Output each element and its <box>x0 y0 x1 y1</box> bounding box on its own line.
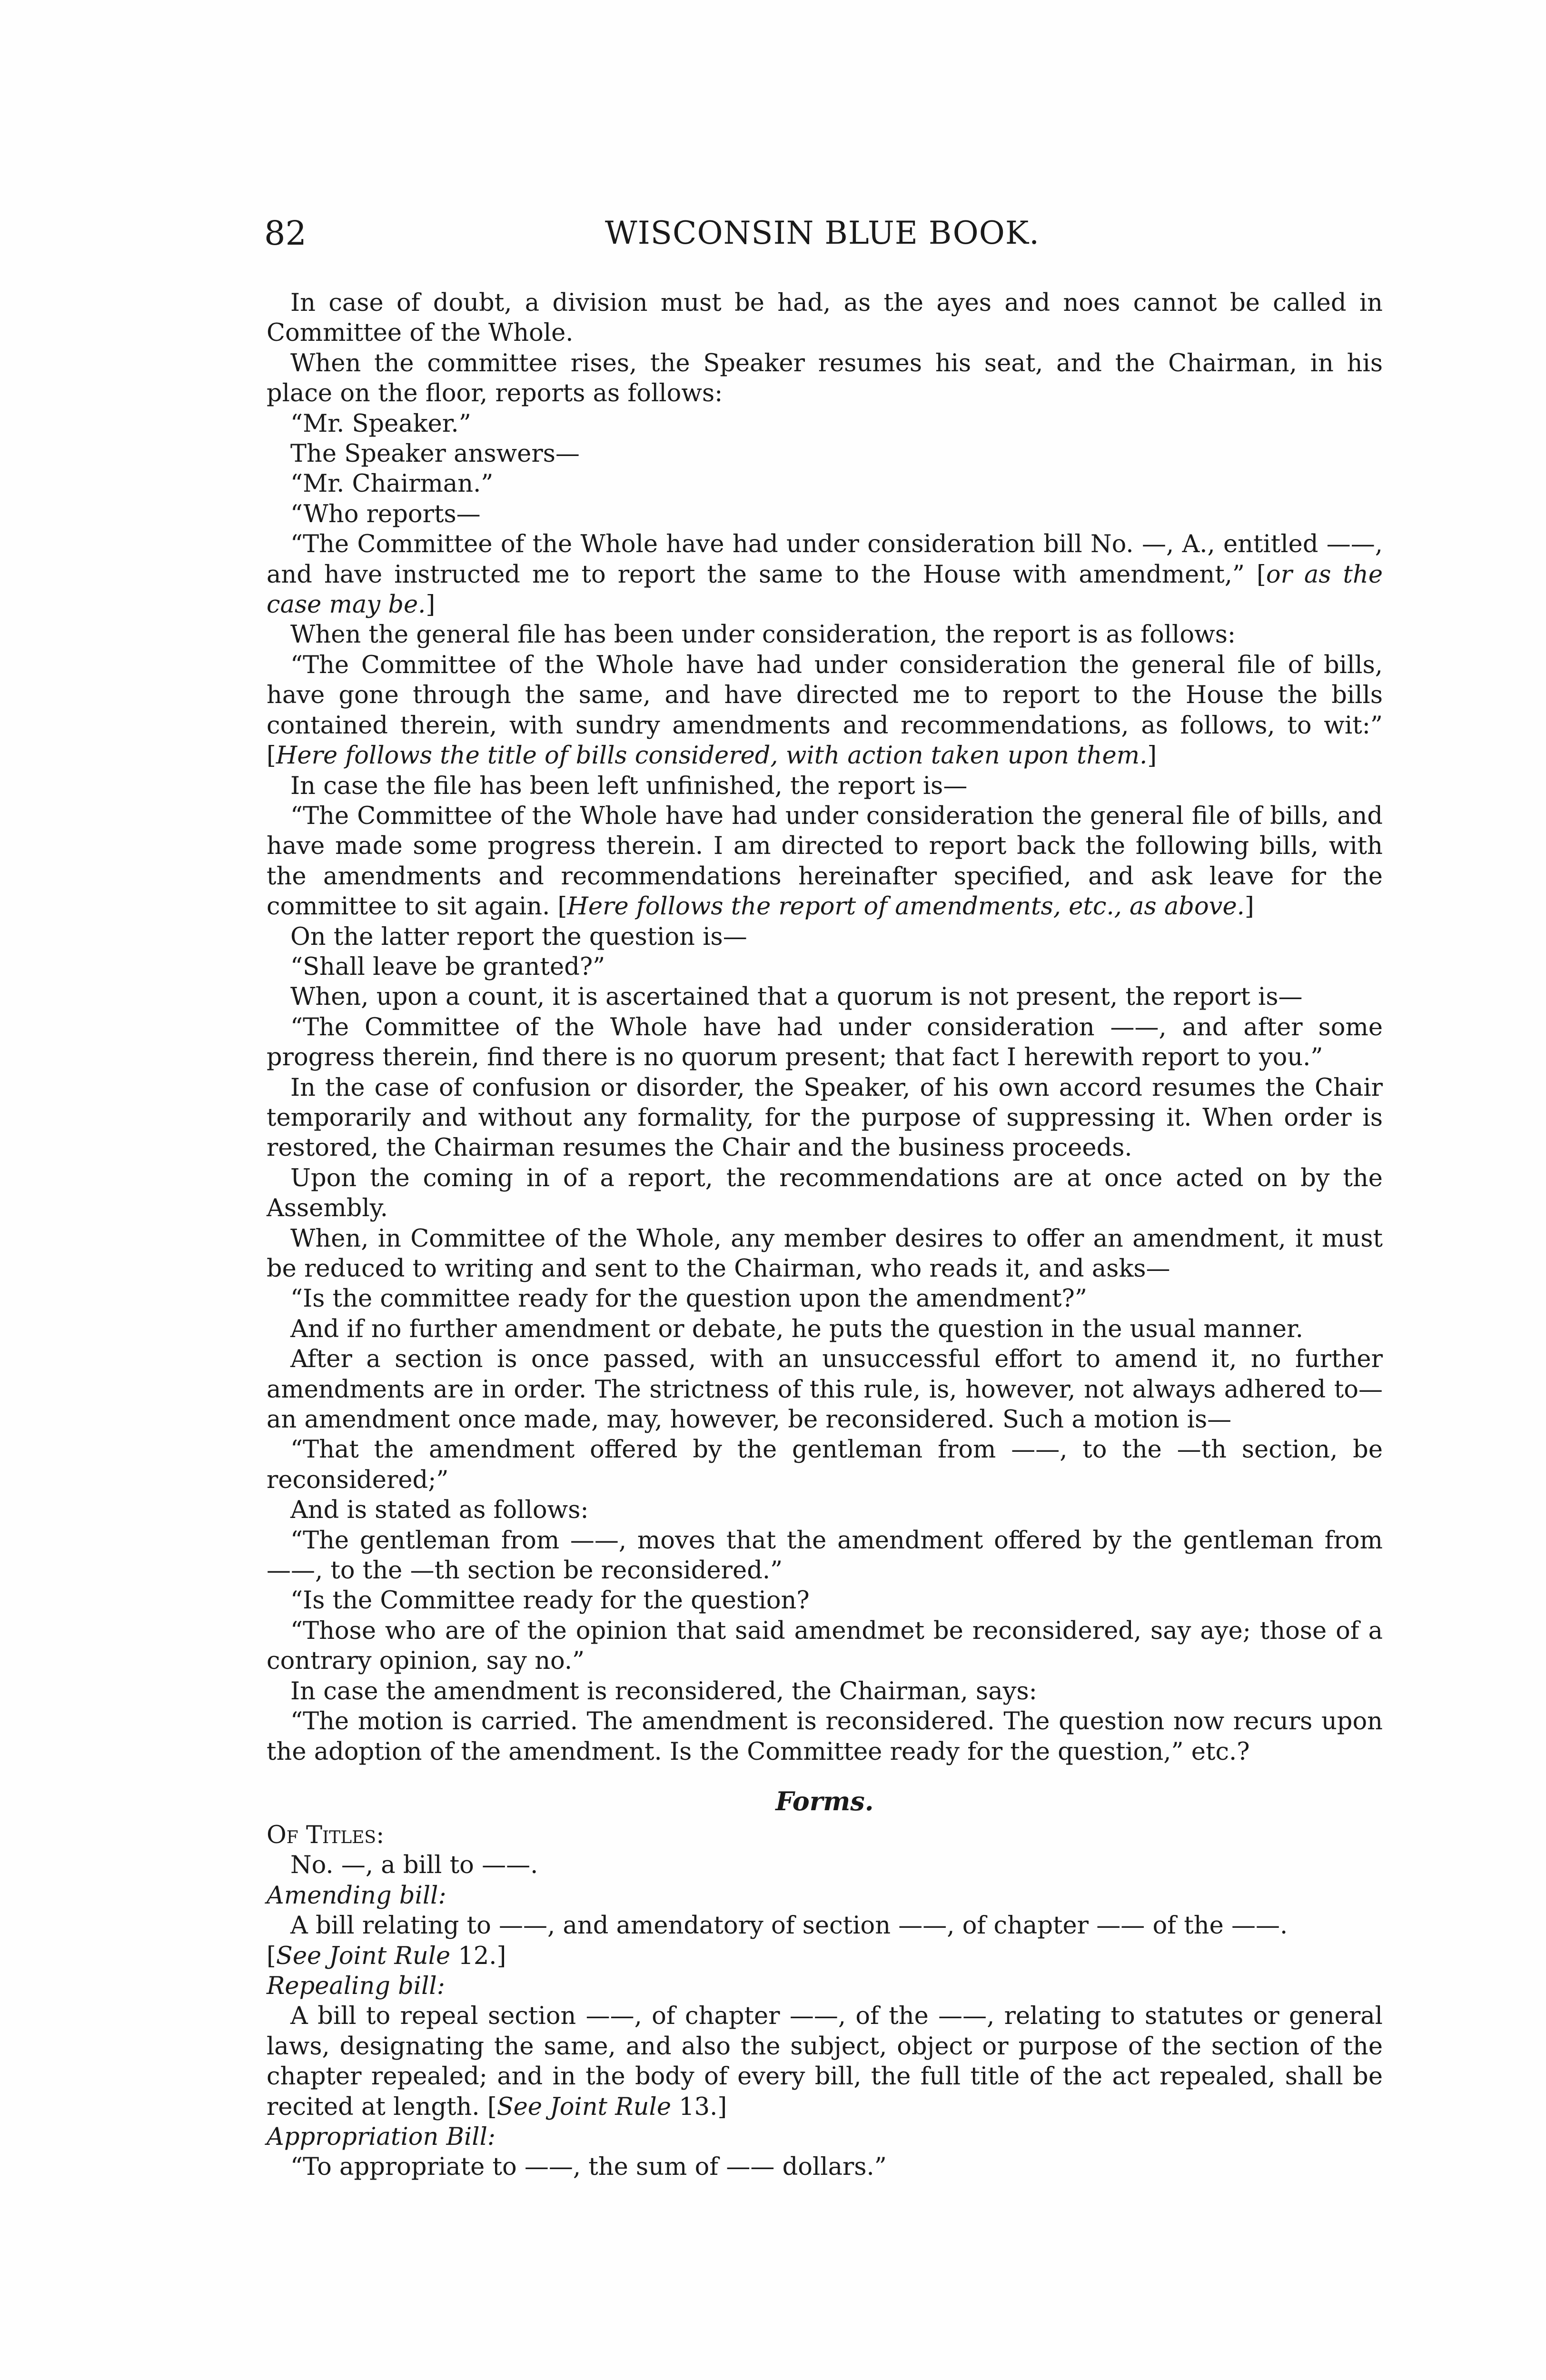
paragraph: In case of doubt, a division must be had, as the ayes and noes cannot be called in Committee of the Whole. <box>267 289 1383 347</box>
paragraph: On the latter report the question is— <box>290 922 747 951</box>
italic-note: Here follows the report of amendments, etc., as above. <box>567 892 1245 921</box>
paragraph: After a section is once passed, with an unsuccessful effort to amend it, no further amendments are in order. The strictness of this rule, is, however, not always adhered to—an amendment once made, may, however, be reconsidered. Such a motion is— <box>267 1345 1383 1434</box>
page-header <box>264 209 1380 257</box>
paragraph: The Speaker answers— <box>290 440 580 468</box>
paragraph: When the committee rises, the Speaker resumes his seat, and the Chairman, in his place on the floor, reports as follows: <box>267 349 1383 408</box>
text-run: 12.] <box>450 1942 506 1970</box>
repealing-text <box>267 2001 1383 2122</box>
paragraph: And is stated as follows: <box>290 1496 589 1525</box>
italic-note: or as the case may be. <box>267 560 1383 619</box>
paragraph <box>267 650 1383 771</box>
amending-text: A bill relating to ——, and amendatory of section ——, of chapter —— of the ——. <box>290 1912 1288 1940</box>
paragraph: “The motion is carried. The amendment is reconsidered. The question now recurs upon the adoption of the amendment. Is the Committee ready for the question,” etc.? <box>267 1707 1383 1766</box>
paragraph: In case the amendment is reconsidered, the Chairman, says: <box>290 1677 1037 1706</box>
paragraph: “Shall leave be granted?” <box>290 952 605 981</box>
italic-note: See Joint Rule <box>496 2092 671 2121</box>
running-title: WISCONSIN BLUE BOOK. <box>605 215 1040 251</box>
forms-heading: Forms. <box>775 1785 874 1816</box>
paragraph: “The gentleman from ——, moves that the amendment offered by the gentleman from ——, to the —th section be reconsidered.” <box>267 1526 1383 1585</box>
paragraph <box>267 801 1383 922</box>
text-run: [ <box>267 1942 276 1970</box>
text-run: 13.] <box>671 2092 727 2121</box>
paragraph: And if no further amendment or debate, he puts the question in the usual manner. <box>290 1315 1304 1343</box>
italic-note: Here follows the title of bills considered, with action taken upon them. <box>276 742 1148 770</box>
spacer <box>267 1767 1383 1782</box>
document-body <box>267 288 1383 2182</box>
paragraph <box>267 529 1383 620</box>
paragraph: “Mr. Chairman.” <box>290 470 494 498</box>
titles-example: No. —, a bill to ——. <box>290 1851 538 1880</box>
paragraph: “Those who are of the opinion that said amendmet be reconsidered, say aye; those of a contrary opinion, say no.” <box>267 1616 1383 1676</box>
text-run: ] <box>1244 892 1254 921</box>
paragraph: When the general file has been under consideration, the report is as follows: <box>290 621 1236 649</box>
paragraph: “Who reports— <box>290 500 481 528</box>
text-run: “The Committee of the Whole have had under consideration the general file of bills, have gone through the same, and have directed me to report to the House the bills contained therein, with sundry amendments and recommendations, as follows, to wit:” [ <box>267 651 1383 770</box>
text-run: A bill to repeal section ——, of chapter ——, of the ——, relating to statutes or general laws, designating the same, and also the subject, object or purpose of the section of the chapter repealed; and in the body of every bill, the full title of the act repealed, shall be recited at length. [ <box>267 2002 1383 2121</box>
paragraph: “Mr. Speaker.” <box>290 409 471 438</box>
paragraph: In the case of confusion or disorder, the Speaker, of his own accord resumes the Chair temporarily and without any formality, for the purpose of suppressing it. When order is restored, the Chairman resumes the Chair and the business proceeds. <box>267 1073 1383 1162</box>
titles-label: Of Titles: <box>267 1821 385 1849</box>
text-run: “The Committee of the Whole have had under consideration bill No. —, A., entitled ——, and have instructed me to report the same to the House with amendment,” [ <box>267 530 1383 589</box>
paragraph: When, in Committee of the Whole, any member desires to offer an amendment, it must be reduced to writing and sent to the Chairman, who reads it, and asks— <box>267 1224 1383 1283</box>
italic-note: See Joint Rule <box>276 1942 451 1970</box>
paragraph: “That the amendment offered by the gentleman from ——, to the —th section, be reconsidered;” <box>267 1436 1383 1494</box>
paragraph: “Is the committee ready for the question upon the amendment?” <box>290 1285 1087 1313</box>
paragraph: In case the file has been left unfinished, the report is— <box>290 772 968 800</box>
paragraph: Upon the coming in of a report, the recommendations are at once acted on by the Assembly. <box>267 1164 1383 1223</box>
paragraph: “Is the Committee ready for the question? <box>290 1587 810 1615</box>
amending-reference <box>267 1941 1383 1971</box>
appropriation-label: Appropriation Bill: <box>267 2122 496 2151</box>
repealing-label: Repealing bill: <box>267 1972 445 2000</box>
page-number: 82 <box>264 214 307 253</box>
text-run: ] <box>1147 742 1157 770</box>
text-run: ] <box>426 591 436 619</box>
paragraph: When, upon a count, it is ascertained that a quorum is not present, the report is— <box>290 983 1303 1012</box>
appropriation-text: “To appropriate to ——, the sum of —— dollars.” <box>290 2153 887 2182</box>
text-run: “The Committee of the Whole have had under consideration the general file of bills, and have made some progress therein. I am directed to report back the following bills, with the amendments and recommendations hereinafter specified, and ask leave for the committee to sit again. [ <box>267 802 1383 921</box>
paragraph: “The Committee of the Whole have had under consideration ——, and after some progress therein, find there is no quorum present; that fact I herewith report to you.” <box>267 1013 1383 1072</box>
amending-label: Amending bill: <box>267 1881 446 1910</box>
